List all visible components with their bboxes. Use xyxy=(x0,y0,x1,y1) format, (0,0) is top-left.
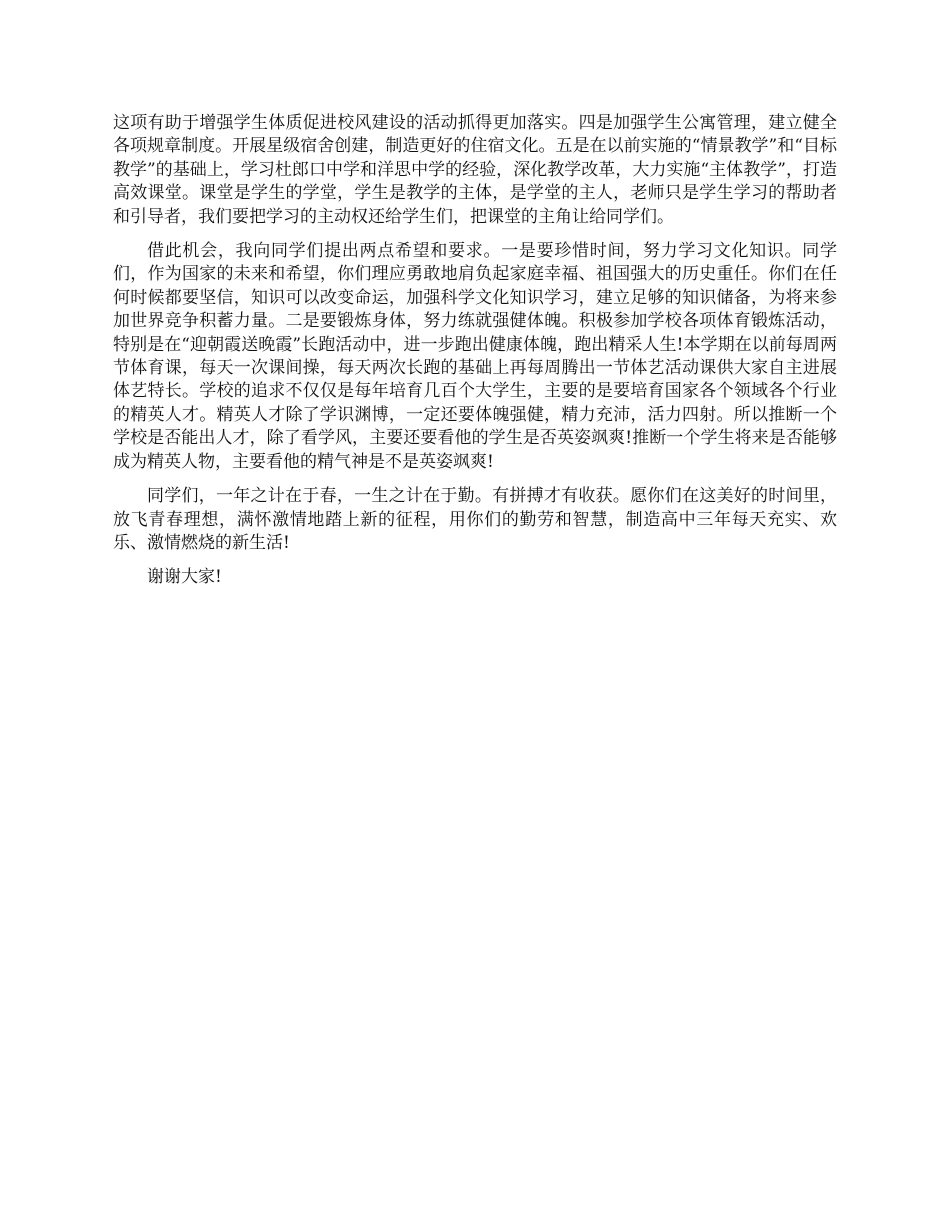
paragraph-3: 同学们，一年之计在于春，一生之计在于勤。有拼搏才有收获。愿你们在这美好的时间里，放飞青春理想，满怀激情地踏上新的征程，用你们的勤劳和智慧，制造高中三年每天充实、欢乐、激情燃烧的新生活! xyxy=(113,486,837,553)
paragraph-closing: 谢谢大家! xyxy=(147,567,222,588)
paragraph-2: 借此机会，我向同学们提出两点希望和要求。一是要珍惜时间，努力学习文化知识。同学们，作为国家的未来和希望，你们理应勇敢地肩负起家庭幸福、祖国强大的历史重任。你们在任何时候都要坚信，知识可以改变命运，加强科学文化知识学习，建立足够的知识储备，为将来参加世界竞争积蓄力量。二是要锻炼身体，努力练就强健体魄。积极参加学校各项体育锻炼活动，特别是在“迎朝霞送晚霞”长跑活动中，进一步跑出健康体魄，跑出精采人生!本学期在以前每周两节体育课，每天一次课间操，每天两次长跑的基础上再每周腾出一节体艺活动课供大家自主进展体艺特长。学校的追求不仅仅是每年培育几百个大学生，主要的是要培育国家各个领域各个行业的精英人才。精英人才除了学识渊博，一定还要体魄强健，精力充沛，活力四射。所以推断一个学校是否能出人才，除了看学风，主要还要看他的学生是否英姿飒爽!推断一个学生将来是否能够成为精英人物，主要看他的精气神是不是英姿飒爽! xyxy=(113,241,837,472)
paragraph-1: 这项有助于增强学生体质促进校风建设的活动抓得更加落实。四是加强学生公寓管理，建立健全各项规章制度。开展星级宿舍创建，制造更好的住宿文化。五是在以前实施的“情景教学”和“目标教学”的基础上，学习杜郎口中学和洋思中学的经验，深化教学改革，大力实施“主体教学”，打造高效课堂。课堂是学生的学堂，学生是教学的主体，是学堂的主人，老师只是学生学习的帮助者和引导者，我们要把学习的主动权还给学生们，把课堂的主角让给同学们。 xyxy=(113,113,837,227)
document-page xyxy=(113,112,837,601)
